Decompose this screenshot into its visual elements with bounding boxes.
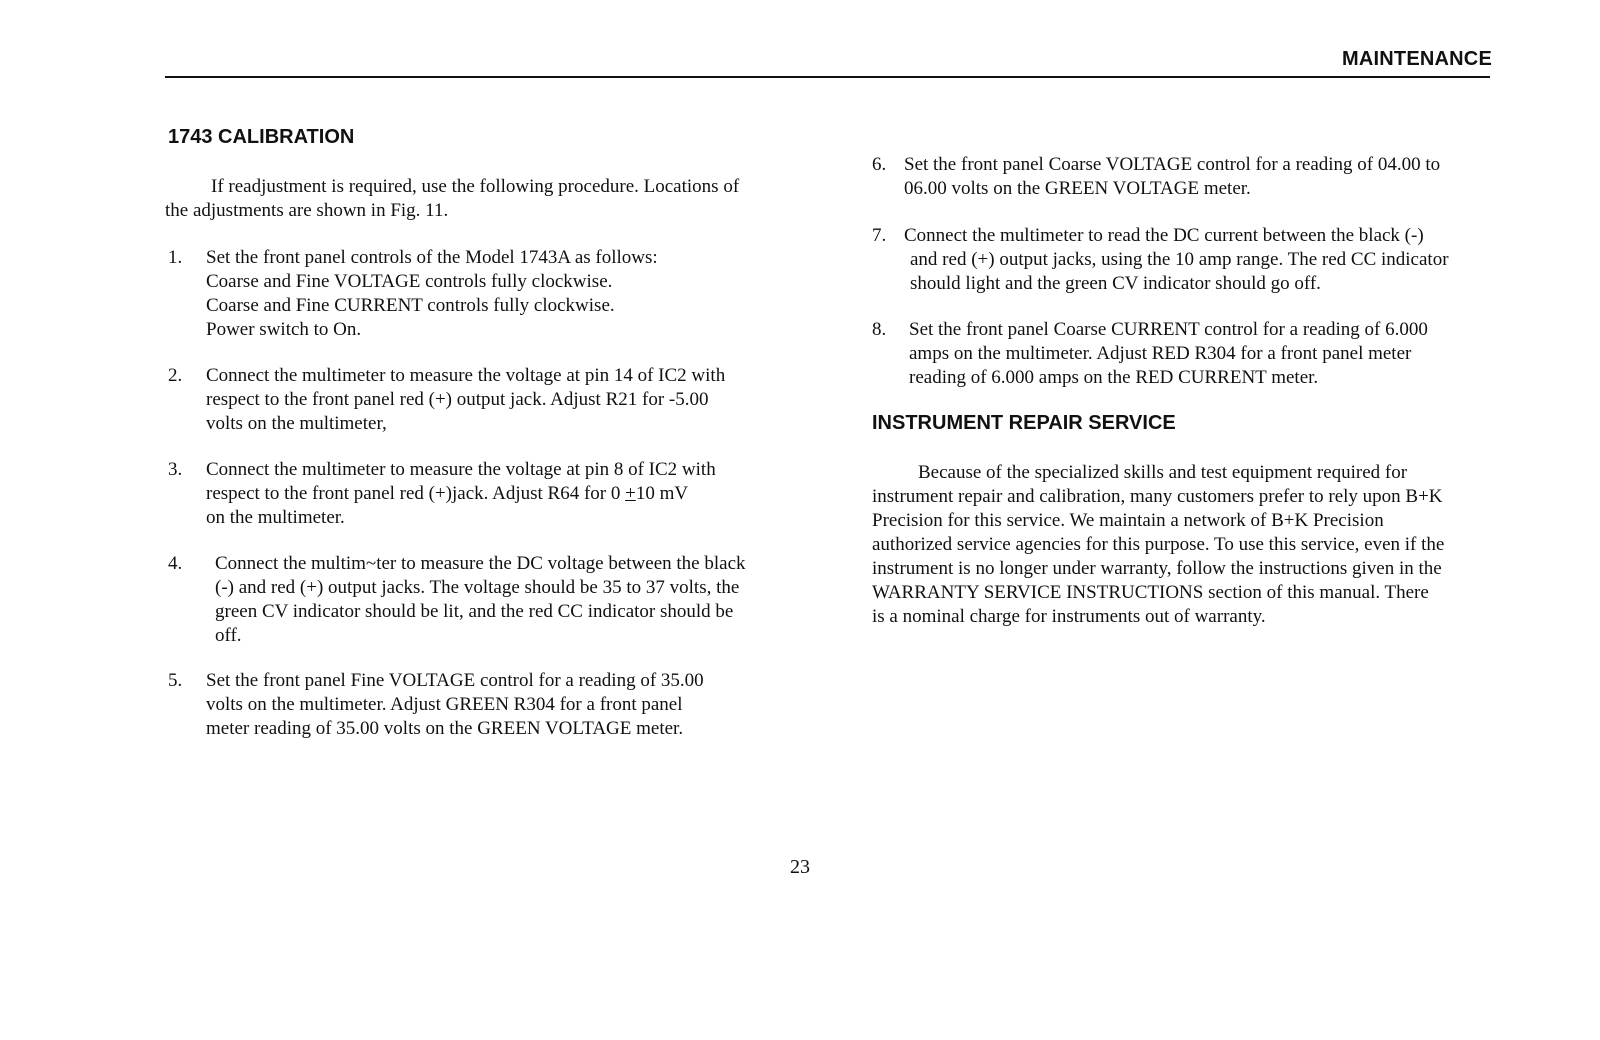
list-item-line: Coarse and Fine CURRENT controls fully clockwise. [206, 295, 615, 316]
list-item-number: 2. [168, 365, 183, 386]
list-item-number: 8. [872, 319, 887, 340]
list-item-line: Set the front panel Coarse CURRENT control for a reading of 6.000 [909, 319, 1428, 340]
list-item-line: should light and the green CV indicator should go off. [910, 273, 1321, 294]
list-item-line: Connect the multimeter to measure the voltage at pin 8 of IC2 with [206, 459, 716, 480]
list-item-line: green CV indicator should be lit, and the red CC indicator should be [215, 601, 734, 622]
repair-line: is a nominal charge for instruments out of warranty. [872, 606, 1266, 627]
section-heading-calibration: 1743 CALIBRATION [168, 126, 355, 148]
section-heading-repair-service: INSTRUMENT REPAIR SERVICE [872, 412, 1176, 434]
list-item-number: 7. [872, 225, 887, 246]
list-item-line: Set the front panel Fine VOLTAGE control for a reading of 35.00 [206, 670, 704, 691]
list-item-number: 3. [168, 459, 183, 480]
repair-line: authorized service agencies for this purpose. To use this service, even if the [872, 534, 1445, 555]
list-item-text: 10 mV [635, 483, 689, 504]
list-item-number: 4. [168, 553, 183, 574]
list-item-line: volts on the multimeter. Adjust GREEN R304 for a front panel [206, 694, 683, 715]
list-item-line: Set the front panel Coarse VOLTAGE control for a reading of 04.00 to [904, 154, 1441, 175]
list-item-line: volts on the multimeter, [206, 413, 387, 434]
list-item-line: off. [215, 625, 242, 646]
intro-line-2: the adjustments are shown in Fig. 11. [165, 200, 449, 221]
list-item-line: (-) and red (+) output jacks. The voltage should be 35 to 37 volts, the [215, 577, 740, 598]
list-item-line [206, 482, 806, 506]
list-item-line: Connect the multimeter to read the DC current between the black (-) [904, 225, 1424, 246]
list-item-line: Set the front panel controls of the Model 1743A as follows: [206, 247, 658, 268]
intro-line-1: If readjustment is required, use the following procedure. Locations of [211, 176, 740, 197]
plus-minus-symbol: + [625, 483, 636, 504]
list-item-text: respect to the front panel red (+)jack. Adjust R64 for 0 [206, 483, 626, 504]
page-number: 23 [790, 856, 810, 878]
list-item-line: Connect the multimeter to measure the voltage at pin 14 of IC2 with [206, 365, 726, 386]
intro-paragraph [165, 175, 800, 223]
list-item-line: respect to the front panel red (+) output jack. Adjust R21 for -5.00 [206, 389, 709, 410]
repair-line: Because of the specialized skills and test equipment required for [918, 462, 1408, 483]
repair-line: instrument repair and calibration, many customers prefer to rely upon B+K [872, 486, 1443, 507]
list-item-number: 1. [168, 247, 183, 268]
list-item-line: 06.00 volts on the GREEN VOLTAGE meter. [904, 178, 1251, 199]
list-item-line: Coarse and Fine VOLTAGE controls fully clockwise. [206, 271, 613, 292]
repair-line: Precision for this service. We maintain a network of B+K Precision [872, 510, 1384, 531]
list-item-line: and red (+) output jacks, using the 10 amp range. The red CC indicator [910, 249, 1449, 270]
list-item-number: 5. [168, 670, 183, 691]
list-item-line: amps on the multimeter. Adjust RED R304 for a front panel meter [909, 343, 1412, 364]
list-item-line: meter reading of 35.00 volts on the GREEN VOLTAGE meter. [206, 718, 684, 739]
header-title: MAINTENANCE [1342, 48, 1492, 70]
list-item-line: Power switch to On. [206, 319, 362, 340]
list-item-line: on the multimeter. [206, 507, 345, 528]
repair-paragraph [872, 461, 1499, 629]
list-item-number: 6. [872, 154, 887, 175]
repair-line: instrument is no longer under warranty, follow the instructions given in the [872, 558, 1442, 579]
list-item-line: Connect the multim~ter to measure the DC voltage between the black [215, 553, 746, 574]
repair-line: WARRANTY SERVICE INSTRUCTIONS section of this manual. There [872, 582, 1429, 603]
list-item-line: reading of 6.000 amps on the RED CURRENT meter. [909, 367, 1319, 388]
header-divider [165, 76, 1490, 78]
